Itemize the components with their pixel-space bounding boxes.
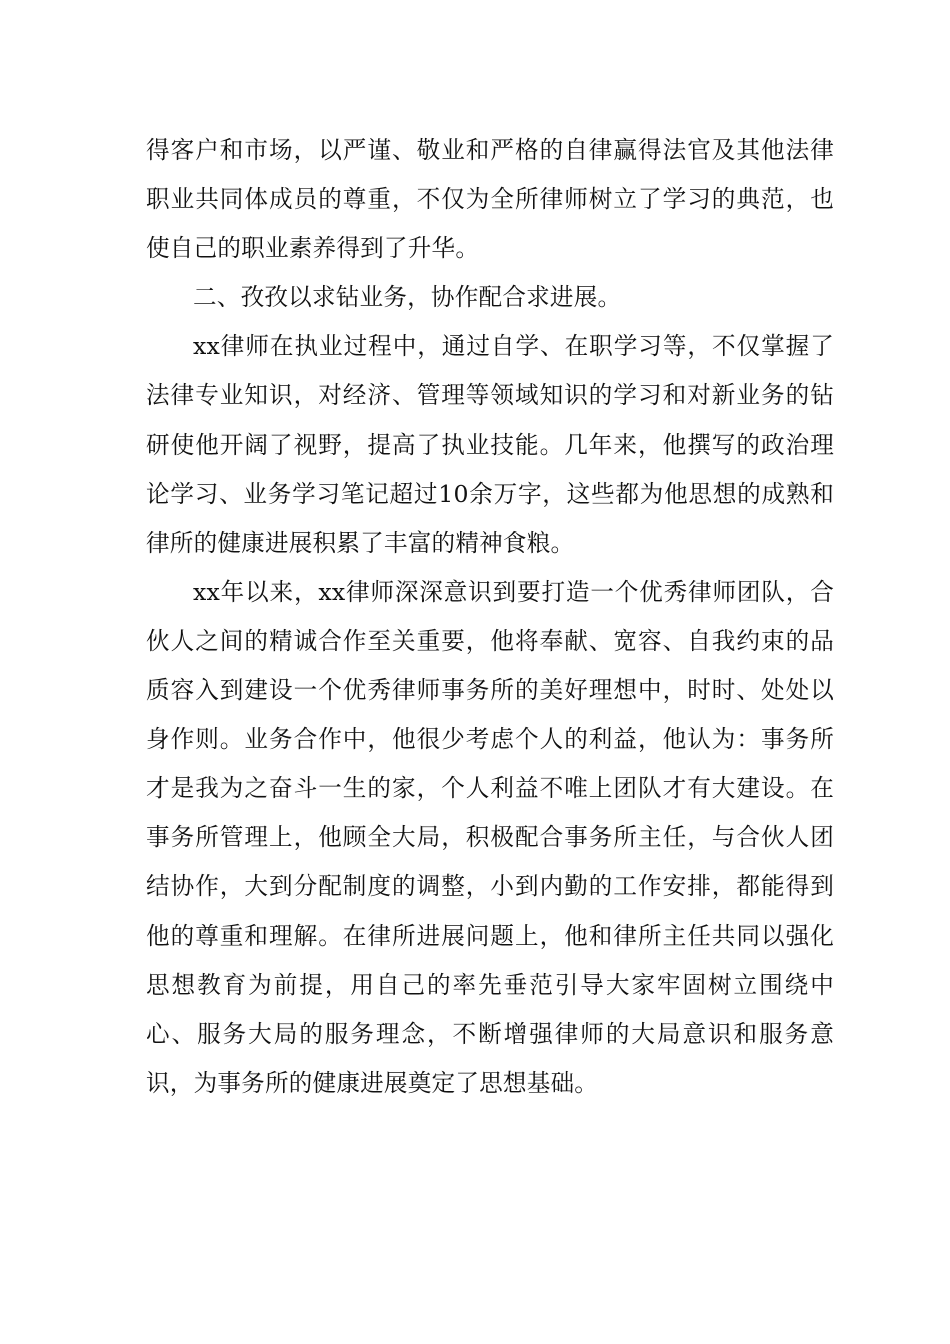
- section-heading: 二、孜孜以求钻业务，协作配合求进展。: [193, 283, 622, 312]
- document-body: [146, 126, 834, 1108]
- team-paragraph: xx年以来，xx律师深深意识到要打造一个优秀律师团队，合伙人之间的精诚合作至关重要，他将奉献、宽容、自我约束的品质容入到建设一个优秀律师事务所的美好理想中，时时、处处以身作则。业务合作中，他很少考虑个人的利益，他认为：事务所才是我为之奋斗一生的家，个人利益不唯上团队才有大建设。在事务所管理上，他顾全大局，积极配合事务所主任，与合伙人团结协作，大到分配制度的调整，小到内勤的工作安排，都能得到他的尊重和理解。在律所进展问题上，他和律所主任共同以强化思想教育为前提，用自己的率先垂范引导大家牢固树立围绕中心、服务大局的服务理念，不断增强律师的大局意识和服务意识，为事务所的健康进展奠定了思想基础。: [146, 577, 834, 1097]
- continued-paragraph: 得客户和市场，以严谨、敬业和严格的自律赢得法官及其他法律职业共同体成员的尊重，不仅为全所律师树立了学习的典范，也使自己的职业素养得到了升华。: [146, 136, 834, 263]
- study-paragraph: xx律师在执业过程中，通过自学、在职学习等，不仅掌握了法律专业知识，对经济、管理等领域知识的学习和对新业务的钻研使他开阔了视野，提高了执业技能。几年来，他撰写的政治理论学习、业务学习笔记超过10余万字，这些都为他思想的成熟和律所的健康进展积累了丰富的精神食粮。: [146, 332, 834, 557]
